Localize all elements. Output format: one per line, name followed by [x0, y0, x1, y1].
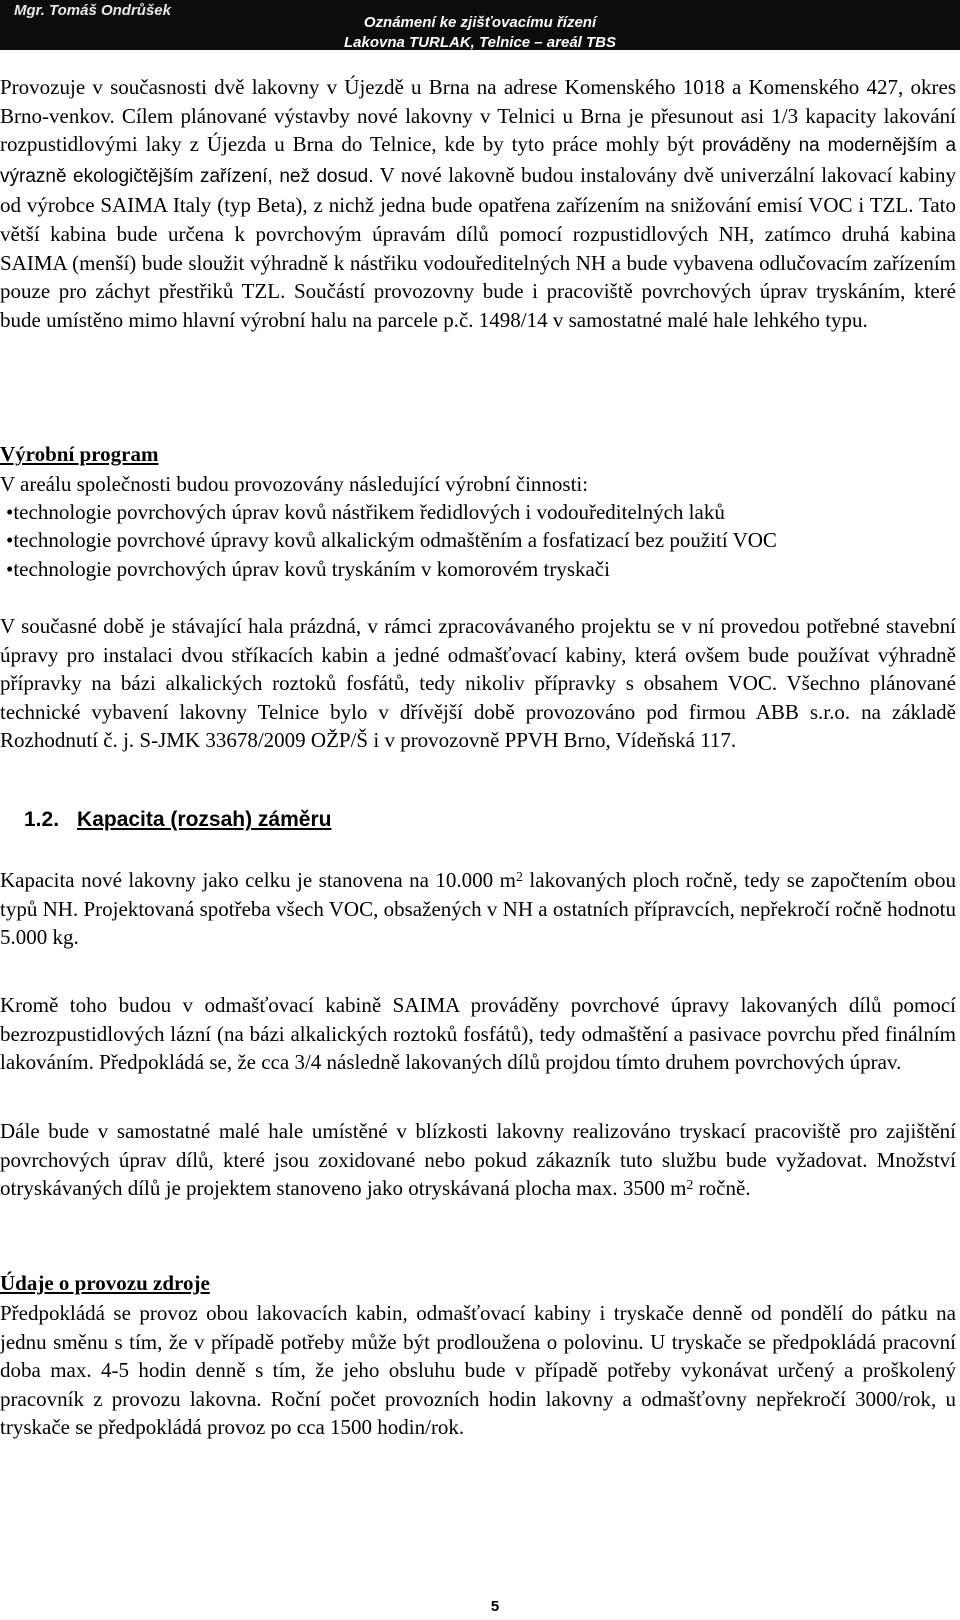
- intro-text-sans: prováděny na modernějším a výrazně ekologičtějším zařízení, než dosud.: [0, 135, 957, 187]
- header-document-title: Oznámení ke zjišťovacímu řízení: [363, 14, 597, 31]
- list-item: •technologie povrchových úprav kovů nástřikem ředidlových i vodouředitelných laků: [6, 500, 725, 524]
- program-lead: V areálu společnosti budou provozovány následující výrobní činnosti:: [0, 472, 589, 496]
- program-paragraph: V současné době je stávající hala prázdná, v rámci zpracovávaného projektu se v ní provedou potřebné stavební úpravy pro instalaci dvou stříkacích kabin a jedné odmašťovací kabiny, která ovšem bude používat výhradně přípravky na bázi alkalických roztoků fosfátů, tedy nikoliv přípravky s obsahem VOC. Všechno plánované technické vybavení lakovny Telnice bylo v dřívější době provozováno pod firmou ABB s.r.o. na základě Rozhodnutí č. j. S-JMK 33678/2009 OŽP/Š i v provozovně PPVH Brno, Vídeňská 117.: [0, 614, 956, 753]
- capacity-text-after: lakovaných ploch ročně, tedy se započtením obou typů NH. Projektovaná spotřeba všech VOC, obsažených v NH a ostatních přípravcích, nepřekročí ročně hodnotu 5.000 kg.: [0, 868, 956, 950]
- intro-text-serif: Provozuje v současnosti dvě lakovny v Újezdě u Brna na adrese Komenského 1018 a Komenského 427, okres Brno-venkov. Cílem plánované výstavby nové lakovny v Telnici u Brna je přesunout asi 1/3 kapacity lakování rozpustidlovými laky z Újezda u Brna do Telnice, kde by tyto práce mohly být: [0, 75, 956, 157]
- section-title: Kapacita (rozsah) záměru: [77, 808, 332, 831]
- capacity-paragraph: [0, 866, 956, 952]
- header-author: Mgr. Tomáš Ondrůšek: [14, 2, 171, 19]
- blasting-unit-superscript: 2: [686, 1178, 694, 1194]
- header-project-name: Lakovna TURLAK, Telnice – areál TBS: [343, 34, 617, 51]
- section-heading: [24, 808, 331, 832]
- blasting-text-before: Dále bude v samostatné malé hale umístěné v blízkosti lakovny realizováno tryskací pracoviště pro zajištění povrchových úprav dílů, které jsou zoxidované nebo pokud zákazník tuto službu bude vyžadovat. Množství otryskávaných dílů je projektem stanoveno jako otryskávaná plocha max. 3500 m: [0, 1119, 956, 1201]
- page-header: [0, 0, 960, 50]
- degreasing-paragraph: Kromě toho budou v odmašťovací kabině SAIMA prováděny povrchové úpravy lakovaných dílů pomocí bezrozpustidlových lázní (na bázi alkalických roztoků fosfátů), tedy odmaštění a pasivace povrchu před finálním lakováním. Předpokládá se, že cca 3/4 následně lakovaných dílů projdou tímto druhem povrchových úprav.: [0, 993, 956, 1075]
- page-number: 5: [490, 1598, 500, 1615]
- capacity-unit-superscript: 2: [515, 870, 523, 885]
- blasting-paragraph: [0, 1117, 956, 1203]
- blasting-text-after: ročně.: [693, 1176, 751, 1201]
- intro-paragraph: [0, 73, 956, 417]
- capacity-text-before: Kapacita nové lakovny jako celku je stanovena na 10.000 m: [0, 868, 516, 892]
- program-list: [6, 498, 946, 583]
- operation-heading: Údaje o provozu zdroje: [0, 1271, 210, 1295]
- list-item: •technologie povrchové úpravy kovů alkalickým odmaštěním a fosfatizací bez použití VOC: [6, 528, 777, 553]
- intro-text-rest: V nové lakovně budou instalovány dvě univerzální lakovací kabiny od výrobce SAIMA Italy (typ Beta), z nichž jedna bude opatřena zařízením na snižování emisí VOC i TZL. Tato větší kabina bude určena k povrchovým úpravám dílů pomocí rozpustidlových NH, zatímco druhá kabina SAIMA (menší) bude sloužit výhradně k nástřiku vodouředitelných NH a bude vybavena odlučovacím zařízením pouze pro záchyt přestřiků TZL. Součástí provozovny bude i pracoviště povrchových úprav tryskáním, které bude umístěno mimo hlavní výrobní halu na parcele p.č. 1498/14 v samostatné malé hale lehkého typu.: [0, 162, 957, 332]
- list-item: •technologie povrchových úprav kovů tryskáním v komorovém tryskači: [6, 556, 610, 581]
- section-number: 1.2.: [24, 808, 60, 831]
- program-heading: Výrobní program: [0, 442, 159, 466]
- operation-paragraph: Předpokládá se provoz obou lakovacích kabin, odmašťovací kabiny i tryskače denně od pondělí do pátku na jednu směnu s tím, že v případě potřeby může být prodloužena o polovinu. U tryskače se předpokládá pracovní doba max. 4-5 hodin denně s tím, že jeho obsluhu bude v případě potřeby vykonávat určený a proškolený pracovník z provozu lakovna. Roční počet provozních hodin lakovny a odmašťovny nepřekročí 3000/rok, u tryskače se předpokládá provoz po cca 1500 hodin/rok.: [0, 1301, 956, 1440]
